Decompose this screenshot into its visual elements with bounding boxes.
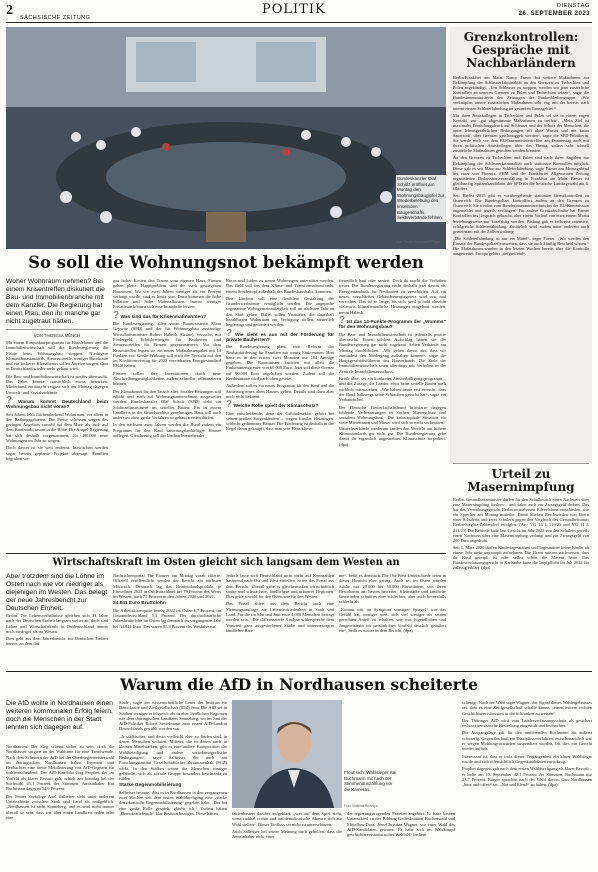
- article1-lead: Woher Wohnraum nehmen? Bei einem Krisentreffen diskutiert die Bau- und Immobilienbranche mit dem Kanzler. Die Regierung hat einen Plan, den ihr manche gar nicht zugetraut hätten.: [6, 278, 105, 325]
- article-text: Prophet dagegen galt nach dem ersten Wahldurchgang als klarer Favorit – er holte am 10. September 42,1 Prozent der Stimmen, Buchmann nur 23,7 Prozent. Bürger sprachen nach der Wahl davon, dass Nordhausen „bunt und offen“ sei, „Not und Elend“ zu haben. (dpa): [462, 766, 592, 788]
- portrait-caption: Freut sich: Wahlsieger Kai Buchmann mit nach der Stimmenauszählung vor die Kameras.: [344, 770, 397, 792]
- paper-name: SÄCHSISCHE ZEITUNG: [20, 15, 91, 21]
- question-heading: ? Wie sieht es aus mit der Förderung für private Bauherren?: [226, 327, 334, 343]
- bundestag-photo: [6, 27, 446, 249]
- conference-hall-image: [6, 27, 446, 249]
- article-text: Mit einem Konjunkturprogramm für Häuslebauer und die Immobilienwirtschaft will die Bundesregierung die Flaute beim Wohnungsbau stoppen. Niedrigere Klimaschutzstandards, Steuervorteile, weniger Bürokratie und ein lockerer Klimabonus sollen Anreize sorgen, dass in Deutschland wieder mehr gebaut wird.: [6, 340, 108, 372]
- article-text: „Kommt tritt im Symptom sonstiger Spiegel“ war das Gefühl hat, weniger wert, sich viel weniger als seinen gerechten Anteil zu erhalten, wie mit Jugendlichen und Jungmeisterin im persönlichen Umfeld deutlich geäußert ein“, heißt es weiter in dem Bericht. (dpa): [339, 606, 446, 633]
- buchmann-photo: [232, 700, 342, 808]
- photo-credit: Foto: Tobias Schwarz/AFP/dpa: [396, 240, 440, 244]
- portrait-image: [232, 700, 342, 808]
- article-text: Den Ländern soll eine flexiblere Gestaltung der Grunderwerbsteuer ermöglicht werden. Die angepeilte sogenannte Wohngemeinnützigkeit soll im nächsten Jahr an den Start gehen. Dabei sollen Vermieter, die dauerhaft bezahlbaren Wohnraum zur Verfügung stellen, steuerlich begünstigt und gefördert werden.: [226, 295, 334, 328]
- headline-afd-nordhausen: Warum die AfD in Nordhausen scheiterte: [120, 675, 478, 694]
- article2-column-4: [339, 573, 446, 669]
- article1-column-2: [113, 278, 221, 548]
- headline-wirtschaftskraft: Wirtschaftskraft im Osten gleicht sich langsam dem Westen an: [52, 557, 400, 568]
- sidebar-title: Grenzkontrollen: Gespräche mit Nachbarländern: [463, 30, 579, 70]
- article-text: Das Portal zitiert aus dem Bericht auch eine Meinungsumfrage zur Lebenszufriedenheit in Stadt und Land. Für die im Mai und Juni etwa 4.000 Menschen befragt worden sein. „Die differenzierte Analyse widerspreche dem Vorurteil ganz ausgestorbener Städte und unterversorgter ländlicher Räu-: [226, 601, 334, 633]
- article-text: Die Arbeitslosenquote betrug 2022 im Osten 6,7 Prozent, im Gesamtdeutschland 5,3 Prozent. Der durchschnittliche Jahresbruttolohn im Osten lag demnach im vergangenen Jahr bei 34.841 Euro. Das waren 85,9 Prozent des Westniveaus.: [113, 607, 221, 629]
- article-text: Der Deutsche Gewerkschaftsbund kritisierte dagegen fehlende Verbesserungen in Sachen Mieterschutz und sozialem Wohnungsbau. „Die katastrophale Situation für viele Mieterinnen und Mieter wird sich so nicht verbessern.“ Umweltverbände wiederum fanden den Verzicht auf höhere Klimastandards gar nicht gut. Die Bundesregierung gebe damit ihr eigentlich angestrebtes Klimaschutz torpediert. (dpa): [339, 404, 446, 447]
- article-text: Stadt“, sagte der wissenschaftliche Leiter des Instituts für Demokratie und Zivilgesellschaft (IDZ) Jena. Die AfD sei in Städten weniger erfolgreich als in eher ländlichen Regionen wie dem thüringischen Landkreis Sonneberg, wo im Juni der AfD-Politiker Robert Sesselmann zum ersten AfD-Landrat Deutschlands gewählt worden war.: [119, 700, 227, 732]
- article-text: der regierungstragenden Parteien angehört. Er hatte keinen Unterschied zu der Bildung Gedenkstätten Buchenwald und Mittelbau-Dora, Jens-Christian Wagner, vor einer Wahl des AfD-Kandidaten gewarnt. Er habe sich im Wahlkampf geschichtsrevisionistisches Weltbild“ bedient.: [347, 811, 455, 838]
- article-text: Der Jenaer Soziologe Axel Salheiser sieht unter anderem Unterschiede zwischen Stadt und Land als maßgeblich. „Nordhausen ist nicht Sonneberg, und es wird nicht immer überall so sein, dass wir über einen Landkreis reden oder eine: [6, 793, 114, 820]
- article1-lead-block: [6, 278, 108, 548]
- article3-column-3: [232, 811, 342, 868]
- article2-column-1: [6, 613, 108, 669]
- article-text: Die Bau- und Immobilienwirtschaft ist positiv überrascht. Das Paket könnte »tatsächlich etwas bewirken. Mieterbund enttäuscht zeigten sich am Montag dagegen Umwelt- und Sozialverbände.: [6, 373, 108, 395]
- article-text: Büros und Läden zu neuen Wohnungen unterstützt werden. Das Geld soll aus dem Klima- und Transformationsfonds, einem Sondertopf außerhalb des Bundeshaushalts, kommen.: [226, 278, 334, 294]
- article-text: me“, heißt es demnach. Die Ost-West-Unterschiede seien in dieser Hinsicht eher gering. Auch sei im Osten würden Städte mit 20.000 bis 50.000 Einwohnern von ihren Bewohnern am besten bewertet. Kleinstädte und ländliche Gemeinden schnitten eher schlechter, aber auch keinesfalls schlecht ab.: [339, 573, 446, 605]
- photo-caption: Bundeskanzler Olaf Scholz eröffnet am Montag den Wohnungsbaugipfel zur Wiederbelebung des kriselnden Baugeschäfts. Sektsverbände fehlten.: [397, 176, 445, 221]
- sidebar-text: Seit Herbst 2015 gibt es vorübergehende stationäre Grenzkontrollen zu Österreich. Die Bundespolizei kontrolliert zudem an den Grenzen zu Österreich. Sie werden vom Bundesinnenministerium bei der EU-Kommission angemeldet und jeweils verlängert. Für andere Grenzabschnitte hat Faeser Kontrollen ins Gespräch gebracht, aber einem Vorlauf von etwa einem Monat beziehungsweise nur kurzfristig werden. Bislang gab es teilweise intensive, erfolgreiche Schleierfahndung. Zusätzlich wird zudem unter anderem auch gemeinsam mit der Zollverwaltung.: [453, 193, 589, 234]
- article2-column-2: [113, 573, 221, 669]
- article-text: Salheiser betonte, dass es in Nordhausen in den vergangenen zwei Wochen seit dem ersten Wahldurchgang eine „starke demokratische Gegenmobilisierung“ gegeben habe. „Das hat eine große Rolle gespielt, glaube ich.“ Zudem hätten „Demokratiefeinde“ klar Position bezogen. Diese hätten: [119, 789, 227, 816]
- article-text: faktenbasiert darüber aufgeklärt, „was auf dem Spiel steht, wenn radikal rechte und antidemokratische Akteure sich zur Wahl stellen“. Dieser Einfluss sei nicht zu unterschätzen.: [232, 811, 342, 827]
- section-title: POLITIK: [262, 2, 326, 17]
- sidebar-grenzkontrollen: [453, 29, 589, 461]
- article2-lead: Aber trotzdem sind die Löhne im Osten nach wie vor niedriger als diejenigen im Westen. Das belegt der neue Jahresbericht zur Deutschen Einheit.: [6, 573, 108, 612]
- article3-column-1: [6, 744, 114, 868]
- article-text: Seit Jahren fehlt flächendeckend Wohnraum, vor allem in den Ballungsgebieten. Die Preise schossen wegen des geringen Angebots zuwohl auf dem Miet- als auch auf dem Kaufmarkt rasant in die Höhe. Die Ampel-Regierung hat sich deshalb vorgenommen, für 400.000 neue Wohnungen im Jahr zu sorgen.: [6, 411, 108, 444]
- article-text: Auch Salheiser bei seiner Meinung nach geholfen, dass der Amtsinhaber nicht einer: [232, 828, 342, 840]
- sidebar-divider: [453, 463, 589, 464]
- article-text: In den nächsten zwei Jahren werden die Bund zudem ein Programm für den Kauf sanierungsbedürftiger Häuser auflegen. Gleichzeitig soll der Umbau leerstehender: [113, 422, 221, 439]
- page-number: 2: [6, 3, 13, 18]
- article2-column-3: [226, 573, 334, 669]
- article1-column-3: [226, 278, 334, 548]
- sidebar-text: An den Grenzen zu Tschechien und Polen sind nach ihren Angaben zur Bekämpfung der Schleuserkriminalität auch stationäre Kontrollen möglich. Diese gab es seit März zur Schleierfahndung, sagte Faeser am Montagabend bei einer von Phoenix, FHM und der Frankfurter Allgemeinen Zeitung organisierten Diskussionsveranstaltung in Frankfurt am Main. Faeser ist gleichzeitig Spitzenkandidatin der SPD für die hessische Landtagswahl am 8. Oktober.: [453, 155, 589, 191]
- article-text: Nachrichtenportal The Pioneer am Montag vorab zitierte. Offiziell veröffentlicht werden der Bericht am nächsten Mittwoch. Demnach lag das Bruttoinlandsprodukt je Einwohner 2022 in Ostdeutschland bei 79 Prozent des Werts im Westen, nach 77 Prozent in den Jahren 2020 und 2021.: [113, 573, 221, 600]
- question-heading: ? Warum kommt Deutschland beim Wohnungsbau nicht voran?: [6, 394, 108, 411]
- weekday: DIENSTAG: [556, 3, 590, 9]
- sidebar-text: Mit ihren Amtskollegen in Tschechien und Polen sei sie in einem engen Kontakt, um „gut abgestimmte Maßnahmen zu treffen“. „Mein Ziel ist maximaler Ermittlungsdruck auf Schleuser und der Schutz der Menschen, die unter lebensgefährlichen Bedingungen, oft ohne Wasser und mit kaum Sauerstoff, über Grenzen geschmuggelt werden“, sagte die SPD-Politikerin. Sie werde noch vor dem EU-Innenministertreffen am Donnerstag auch mit ihren politischen Amtskollegen über das Thema, sodass sehr schnell zusätzliche Maßnahmen getroffen werden könnten.: [453, 112, 589, 154]
- article3-column-5: [462, 700, 592, 868]
- article-text: Berlin. Die Lebensverhältnisse gleichen sich 33 Jahre nach der Deutschen Einheit langsam weiter an, doch sind Löhne und Wirtschaftskraft in Ostdeutschland immer noch niedriger als im Westen.: [6, 613, 108, 634]
- article3-column-2: [119, 700, 227, 868]
- article-text: Der Thüringer AfD wird vom Landesverfassungsschutz als gesichert rechtsextremistische Bestrebung eingestuft und beobachtet.: [462, 717, 592, 729]
- subheading: Starke Gegenmobilisierung: [119, 783, 182, 789]
- article-text: Kritik übte, sei ein konkretes Zinsverbilligungsprogramm – und die Zusage, die Länder, etwa beim serielle Bauen auch wirklich mitzuziehen. „Wir haben heute erst erreicht, dass der Rand halbwegs seine Schrauben gesucht hat“, sagte ein Verbandschef.: [339, 376, 446, 403]
- sidebar-text: Berlin/Frankfurt am Main. Nancy Faeser hat weitere Maßnahmen zur Bekämpfung der Schleuserkriminalität an den Grenzen zu Tschechien und Polen angekündigt. „Um Schleuser zu stoppen, werden wir jetzt zusätzliche Kontrollen an unseren Grenzen zu Polen und Tschechien setzen“, sagte die Bundesinnenministerin den Zeitungen der Funke-Mediengruppe. „Wir verknüpfen unsere zusätzlichen Maßnahmen sehr eng mit der bereits stark intensivierten Schleierfahndung im gesamten Grenzgebiet.“: [453, 75, 589, 111]
- article-text: Die Bundesregierung, allen voran Bauministerin Klara Geywitz (SPD) und der für Wohnungsbau zuständige Wirtschaftsminister Robert Habeck (Grüne), versucht, mit Fördergeld, Erleichterungen für Bauherren und Steuervorteilen für Firmen gegenzusteuern. Vor dem Krisentreffen legten sie ein neues Maßnahmenpaket mit 14 Punkten vor. Große Wirkung soll etwa der Verzicht auf den im Koalitionsvertrag für 2025 vereinbarten Energiestandard EH40 haben.: [113, 321, 221, 369]
- sidebar2-text: Berlin. Gesundheitsminister dürfen für den Schulbesuch einen Nachweis über eine Masernimpfung fordern – und dabei auch ein Zwangsgeld drohen. Das hat das Verwaltungsgericht Berlin in mehreren Eilverfahren entschieden, wie ein Sprecher am Montag mitteilte. Damit blieben Beschwerden von Eltern einer Schülerin und zwei Schülern gegen den Vergleich des Gesundheitsamts Berlin-Steglitz-Zehlendorf erfolglos. (Az.: VG 14 L 219/23 und VG 14 L 231/23) Die Behörde hatte laut Gericht im Jahr 2022 von den Schülern jeweils einen Nachweis über eine Masernimpfung verlangt und ein Zwangsgeld von 200 Euro angedroht.: [453, 497, 589, 543]
- question-heading: ? Was sind das für Krisenmaßnahmen?: [113, 309, 207, 321]
- article-text: Die Bundesregierung plant eine Reform der Neubauförderung für Familien mit wenig Einkommen. Hier hatte es in den ersten zwei Monaten nur 104 Anträge gegeben. Die Bauminister kritisiert nur allzu die Einkommensgrenze von 60.000 Euro. Jetzt soll diese Grenze auf 90.000 Euro angehoben werden. Zudem soll die Kreditsumme wird nach oben gesetzt.: [226, 344, 334, 382]
- article-text: Firmen sollen ihre Investitionen durch neue Abschreibungsmöglichkeiten zudem schneller refinanzieren können.: [113, 370, 221, 387]
- byline: VON THERESA MÜNCH: [33, 333, 81, 338]
- article3-column-4: [347, 811, 455, 868]
- sidebar2-text: Seit 1. März 2020 dürfen Kindertagesstätten und Tagesmütter keine Kinder ab einem Jahr mehr ungeimpft aufnehmen. Die Eltern müssen nachweisen, dass ihr Kind geimpft ist oder selbst schon die Masern hatte. Das Bundesverfassungsgericht in Karlsruhe hatte die Impfpflicht im Juli 2022 für zulässig erklärt. (dpa): [453, 544, 589, 571]
- article3-top-rule: [6, 671, 592, 672]
- date: 26. SEPTEMBER 2023: [518, 11, 590, 17]
- lead-rule: [6, 329, 108, 330]
- article-text: Eine entscheidende, denn der Gebäudesektor gehört bei seinen großen Sorgenkindern – wegen fossiler Heizungen, schlecht gedämmter Häuser. Die Förderung ist deshalb in der Regel daran geknüpft, dass man sein Haus klima-: [226, 410, 334, 432]
- headline-wohnungsnot: So soll die Wohnungsnot bekämpft werden: [28, 253, 424, 272]
- article-text: Die Bau- und Immobilienwirtschaft ist jedenfalls positiv überrascht. Einen solchen Aufschlag hätten sie der Bundesregierung gar nicht zugetraut. Selten Verbände am Montag durchblicken. „Wir gehen davon aus, dass wir zumindest den Niedergang aufhalten können“, sagte die Hauptgeschäftsführerin des Bauverbands. Die Ziele der Immobilienwirtschaft seien allerdings mit Verhalten in der Zentrale Immobilienausschuss.: [339, 331, 446, 374]
- article-text: Die Ausgangslage gilt für den amtierenden Buchmann als äußerst schwierig. Gegen ihn läuft ein Disziplinarverfahren, zwischenzeitlich war er wegen Mobbingvorwürfen suspendiert worden, bis dies ein Gericht wieder aufhob.: [462, 730, 592, 752]
- article1-column-4: [339, 278, 446, 548]
- article-text: schenigt. Nach der Wahl sagte Wagner, das Signal dieses Wahlergebnisses sei, dass es eine Zivilgesellschaft schaffe könne, „einen extrem rechten Geschichtsrevisionisten in die Schranken zu weisen“.: [462, 700, 593, 716]
- article-text: gen hoher Kosten den Traum vom eigenen Haus. Firmen gehen pleite. Hauptproblem sind die stark gestiegenen Bauzinsen. Wo vor zwei Jahren weniger als ein Prozent verlangt wurde, sind es heute vier. Dazu kommen die hohe Inflation und hohe Materialkosten. Immer weniger Privatleute können sich eine Immobilie leisten.: [113, 278, 221, 310]
- article-text: freundlich baut oder saniert. Doch da macht die Vorhaben treuer. Die Bundesregierung rückt deshalb jetzt davon ab, Energiestandards für Neubauten zu verschärfen. Auf ein neues, verschärftes Gebäudeenergiegesetz wird erst mal verzichtet. Das ist so lange, bis sich, weil ja bald ohnehin vielerorts klimafreundliche Heizungen eingebaut werden, meint Habeck.: [339, 278, 446, 315]
- question-heading: ? Welche Rolle spielt der Klimaschutz?: [226, 399, 319, 411]
- article-text: Der Klimabonus für den Tausch alter, fossiler Heizungen soll erhöht und auch auf Wohnungsunternehmen ausgeweitet werden. Bundeskanzler Olaf Scholz (SPD) sieht ein Schlüsselinstrument im serielles Bauen: Ein in einem Landkreis in der Grundstruktur genehmigtes Haus soll auch anderswo ohne große Verfahren so gebaut werden dürfen.: [113, 388, 221, 421]
- article-text: Interessant ist, dass er trotz dieser Vergangenheit ein klarer Wahlsieger wurde und sich offensichtlich Gegenkandidaten zurückzog.: [462, 753, 592, 764]
- sidebar2-title: Urteil zu Masernimpfung: [467, 467, 575, 494]
- article-text: „Je städtischer, und desto vielleicht eher zu finden sind, in denen Menschen wohnen, Milieus, die in denen auch in kleinen Mittelstädten, gibt es eine andere Komposition der Wahlbeteiligung und andere soziodemografische Bedingungen“, sagte Salheiser, der auch am Forschungsinstitut Gesellschaftlicher Zusammenhalt (FGZ) wirkt. In den Städten wären die Menschen weniger gefährdet, sich als soziale Gruppe besonders beschränkt zu fühlen.: [119, 733, 227, 782]
- article-text: Nordhausen. Der Sieg scheint sicher zu sein, doch die Nordhäuser sorgten an der Wahlurne für eine Trendwende. Nach dem Scheitern der AfD bei der Oberbürgermeisterwahl im thüringischen Nordhausen haben Experten und Beobachter eine breite Mobilisierung von AfD-Gegnern für wahlentscheidend. Der AfD-Kandidat Jörg Prophet, der im Vorfeld als klarer Favorit galt, erhielt am Sonntag bei der Stichwahl 45,1 Prozent der Stimmen. Amtsinhaber Kai Buchmann dagegen 54,9 Prozent.: [6, 744, 114, 792]
- masthead-rule: [6, 22, 592, 23]
- article-text: Jedoch lasse sich Deutschland nicht mehr auf Kennzahlen basierend nach Ost und West einteilen, zitiert das Portal aus dem Bericht. Überall gebe es gleichermaßen wirtschaftlich starke und schwächere, ländlichere und urbanere Regionen. Dies gelte sowohl für den Osten wie für den Westen.: [226, 573, 334, 600]
- article2-top-rule: [6, 553, 446, 554]
- article-text: Doch davon ist sie weit entfernt. Inzwischen werden sogar bereits geplante Projekte abgesagt. Familien begraben we-: [6, 445, 108, 461]
- sidebar-text: „Die Schleierfahndung ist nur ein Mittel“, sagte Faeser. „Wir werden den Einsatz der Bundespolizei ausweiten, dass sie auch künftig Bescheid wissen.“ Die Maßnahmen wurden in den letzten Wochen bereits über die Kontrolle ausgeweitet. Europa gehört „tiefgreifend“.: [453, 235, 589, 257]
- subheading: 34.841 Euro Bruttolohn: [113, 601, 166, 607]
- article3-lead: Die AfD wollte in Nordhausen einen weiteren kommunalen Erfolg feiern, doch die Menschen in der Stadt lehnten sich dagegen auf.: [6, 700, 113, 731]
- article-text: Außerdem soll es ein neues Programm für den Kauf und die Sanierung eines alten Hauses geben. Details sind dazu aber noch nicht bekannt.: [226, 383, 334, 399]
- question-heading: ? Ist das 14-Punkte-Programm der „Wumms“ für den Wohnungsbau?: [339, 315, 446, 331]
- article-text: Dies geht aus dem Jahresbericht zur Deutschen Einheit hervor, an dem das: [6, 636, 108, 647]
- portrait-credit: Foto: Matthias Bein/dpa: [344, 804, 378, 808]
- sidebar-masernimpfung: [453, 466, 589, 571]
